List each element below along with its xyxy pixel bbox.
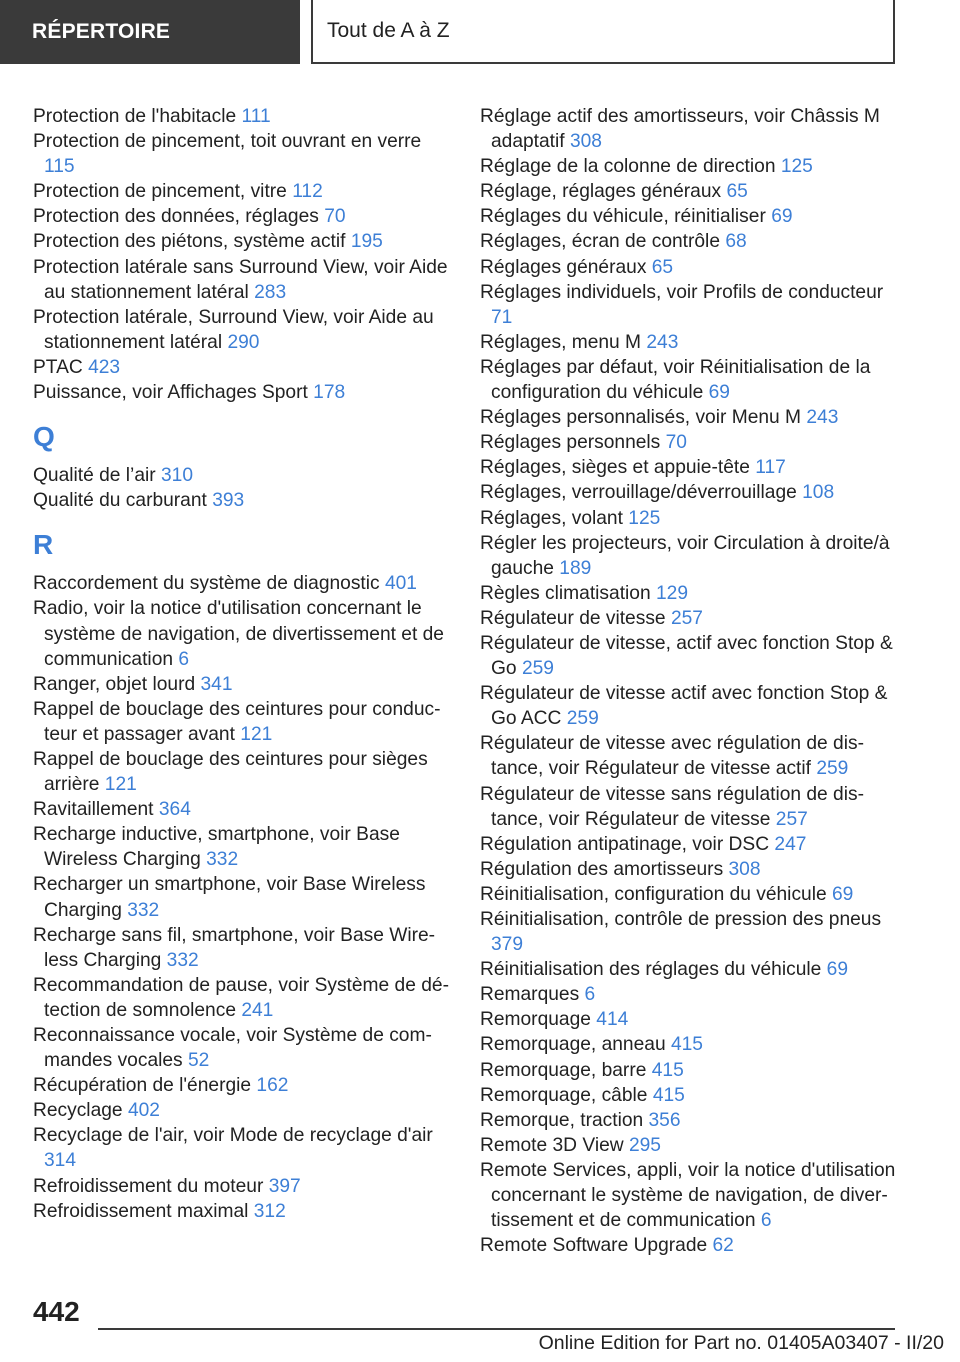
entry-text: Réglage, réglages généraux (480, 181, 722, 203)
page-link[interactable]: 379 (491, 934, 524, 956)
page-link[interactable]: 189 (559, 557, 592, 579)
page-link[interactable]: 129 (655, 582, 688, 604)
chapter-title: Tout de A à Z (311, 0, 895, 64)
entry-text: Recommandation de pause, voir Système de détection de somnolence (33, 974, 449, 1021)
entry-text: Réglages du véhicule, réinitialiser (480, 206, 766, 228)
page-link[interactable]: 112 (292, 181, 323, 203)
index-entry (480, 907, 900, 957)
entry-text: Protection des données, réglages (33, 206, 319, 228)
index-entry (480, 1158, 900, 1233)
index-entry (33, 697, 449, 747)
page-link[interactable]: 415 (670, 1034, 703, 1056)
page-link[interactable]: 162 (256, 1075, 289, 1097)
page-link[interactable]: 178 (313, 382, 346, 404)
index-entry (480, 1133, 900, 1158)
page-link[interactable]: 121 (240, 723, 273, 745)
entry-text: Remorquage (480, 1009, 591, 1031)
index-entry (480, 506, 900, 531)
index-entry (480, 330, 900, 355)
entry-text: Remote Services, appli, voir la notice d'utilisation concernant le système de navigation, de divertissement et de communication (480, 1159, 896, 1232)
index-entry (33, 973, 449, 1023)
index-column-left (33, 104, 449, 1224)
page-link[interactable]: 259 (816, 758, 849, 780)
entry-text: Récupération de l'énergie (33, 1075, 252, 1097)
page-link[interactable]: 62 (712, 1235, 734, 1257)
entry-text: Raccordement du système de diagnostic (33, 573, 380, 595)
entry-text: Refroidissement maximal (33, 1200, 249, 1222)
page-link[interactable]: 71 (491, 306, 513, 328)
page-link[interactable]: 69 (771, 206, 793, 228)
entry-text: Réglages, volant (480, 507, 623, 529)
index-entry (480, 255, 900, 280)
index-entry (33, 596, 449, 671)
index-entry (480, 1233, 900, 1258)
index-entry (33, 1123, 449, 1173)
index-column-right (480, 104, 900, 1258)
page-link[interactable]: 111 (241, 106, 271, 127)
page-link[interactable]: 414 (596, 1009, 629, 1031)
entry-text: Protection de l'habitacle (33, 106, 237, 127)
entry-text: Réglages généraux (480, 256, 647, 278)
index-entry (480, 832, 900, 857)
index-entry (33, 797, 449, 822)
page-link[interactable]: 6 (584, 984, 596, 1006)
index-entry (33, 923, 449, 973)
page-link[interactable]: 6 (760, 1210, 772, 1232)
index-entry (33, 1023, 449, 1073)
index-entry (480, 405, 900, 430)
page-link[interactable]: 310 (161, 465, 194, 487)
page-header (0, 0, 960, 66)
index-entry (33, 1199, 449, 1224)
index-entry (480, 355, 900, 405)
entry-text: Protection latérale sans Surround View, voir Aide au stationnement latéral (33, 256, 448, 303)
entry-text: Reconnaissance vocale, voir Système de commandes vocales (33, 1025, 432, 1072)
index-entry (480, 480, 900, 505)
entry-text: Recharge sans fil, smartphone, voir Base Wireless Charging (33, 924, 436, 971)
entry-text: Réglages par défaut, voir Réinitialisation de la configuration du véhicule (480, 356, 871, 404)
page-link[interactable]: 332 (127, 899, 160, 921)
page-link[interactable]: 117 (755, 457, 786, 479)
page-link[interactable]: 364 (158, 799, 191, 821)
index-entry (33, 305, 449, 355)
entry-text: Qualité du carburant (33, 490, 207, 512)
page-link[interactable]: 115 (44, 156, 75, 178)
index-entry (480, 631, 900, 681)
index-entry (33, 380, 449, 405)
index-entry (480, 280, 900, 330)
index-entry (480, 104, 900, 154)
entry-text: Recharger un smartphone, voir Base Wireless Charging (33, 874, 426, 921)
page-link[interactable]: 312 (253, 1200, 286, 1222)
entry-text: Réglages, menu M (480, 331, 642, 353)
index-entry (33, 129, 449, 179)
entry-text: Recyclage (33, 1100, 123, 1122)
entry-text: Recyclage de l'air, voir Mode de recyclage d'air (33, 1125, 433, 1147)
entry-text: Règles climatisation (480, 582, 651, 604)
edition-note: Online Edition for Part no. 01405A03407 - II/20 (538, 1332, 944, 1354)
index-entry (480, 455, 900, 480)
page-link[interactable]: 68 (725, 231, 747, 253)
entry-text: Régulateur de vitesse actif avec fonction Stop & Go ACC (480, 683, 888, 730)
entry-text: Ravitaillement (33, 799, 154, 821)
index-entry (480, 1007, 900, 1032)
index-entry (33, 488, 449, 513)
page-link[interactable]: 70 (324, 206, 346, 228)
index-entry (480, 204, 900, 229)
entry-text: Qualité de l’air (33, 465, 156, 487)
entry-text: Réinitialisation des réglages du véhicule (480, 959, 822, 981)
entry-text: Remorquage, câble (480, 1084, 648, 1106)
entry-text: Réglage actif des amortisseurs, voir Châssis M adaptatif (480, 106, 880, 153)
entry-text: Régulateur de vitesse (480, 607, 666, 629)
entry-text: Remarques (480, 984, 580, 1006)
entry-text: Régulation des amortisseurs (480, 858, 724, 880)
index-entry (480, 430, 900, 455)
entry-text: Protection latérale, Surround View, voir Aide au stationnement latéral (33, 306, 434, 353)
entry-text: Réglages personnels (480, 432, 661, 454)
entry-text: Remorque, traction (480, 1109, 644, 1131)
page-link[interactable]: 125 (628, 507, 661, 529)
page-link[interactable]: 257 (670, 607, 703, 629)
entry-text: Réglage de la colonne de direction (480, 156, 776, 178)
page-link[interactable]: 397 (268, 1175, 301, 1197)
page-link[interactable]: 125 (780, 156, 813, 178)
entry-text: Rappel de bouclage des ceintures pour conducteur et passager avant (33, 698, 441, 745)
entry-text: Régulateur de vitesse avec régulation de distance, voir Régulateur de vitesse actif (480, 733, 864, 780)
page-link[interactable]: 108 (802, 482, 835, 504)
index-entry (33, 355, 449, 380)
entry-text: PTAC (33, 356, 83, 378)
entry-text: Réinitialisation, configuration du véhicule (480, 883, 827, 905)
index-entry (33, 463, 449, 488)
index-entry (33, 872, 449, 922)
entry-text: Remote Software Upgrade (480, 1235, 708, 1257)
index-entry (33, 822, 449, 872)
page-link[interactable]: 314 (44, 1150, 77, 1172)
page-link[interactable]: 259 (521, 658, 554, 680)
index-entry (480, 531, 900, 581)
entry-text: Protection de pincement, vitre (33, 181, 287, 203)
page-link[interactable]: 259 (566, 708, 599, 730)
page-link[interactable]: 341 (200, 673, 233, 695)
page-link[interactable]: 402 (127, 1100, 160, 1122)
index-entry (480, 1058, 900, 1083)
index-entry (33, 1073, 449, 1098)
page-link[interactable]: 283 (254, 281, 287, 303)
index-entry (480, 229, 900, 254)
page-link[interactable]: 401 (384, 573, 417, 595)
section-tab: RÉPERTOIRE (0, 0, 300, 64)
page-link[interactable]: 415 (651, 1059, 684, 1081)
page-link[interactable]: 65 (651, 256, 674, 278)
index-entry (33, 1174, 449, 1199)
index-entry (480, 882, 900, 907)
page-link[interactable]: 295 (628, 1134, 661, 1156)
entry-text: Radio, voir la notice d'utilisation concernant le système de navigation, de divertissement et de communication (33, 598, 444, 670)
entry-text: Régulateur de vitesse sans régulation de distance, voir Régulateur de vitesse (480, 783, 864, 830)
page-link[interactable]: 247 (774, 833, 807, 855)
page-link[interactable]: 52 (188, 1050, 210, 1072)
entry-text: Réglages, sièges et appuie-tête (480, 457, 750, 479)
index-entry (33, 672, 449, 697)
entry-text: Réglages personnalisés, voir Menu M (480, 407, 802, 429)
page-link[interactable]: 241 (241, 999, 274, 1021)
page-link[interactable]: 70 (665, 432, 687, 454)
index-entry (480, 179, 900, 204)
entry-text: Puissance, voir Affichages Sport (33, 382, 308, 404)
entry-text: Régulation antipatinage, voir DSC (480, 833, 770, 855)
section-letter: R (33, 529, 54, 561)
index-entry (33, 204, 449, 229)
index-entry (480, 982, 900, 1007)
entry-text: Réinitialisation, contrôle de pression des pneus (480, 909, 882, 930)
page-link[interactable]: 243 (646, 331, 679, 353)
index-entry (33, 747, 449, 797)
page-link[interactable]: 308 (569, 131, 602, 153)
index-entry (33, 571, 449, 596)
index-entry (480, 1083, 900, 1108)
page-link[interactable]: 332 (166, 949, 199, 971)
page-link[interactable]: 121 (104, 774, 137, 796)
entry-text: Ranger, objet lourd (33, 673, 196, 695)
footer-divider (98, 1328, 895, 1330)
page-link[interactable]: 243 (806, 407, 839, 429)
index-entry (480, 731, 900, 781)
page-link[interactable]: 423 (88, 356, 121, 378)
entry-text: Remote 3D View (480, 1134, 624, 1156)
index-entry (480, 957, 900, 982)
index-entry (33, 229, 449, 254)
index-entry (480, 782, 900, 832)
index-entry (480, 154, 900, 179)
entry-text: Réglages individuels, voir Profils de conducteur (480, 281, 884, 303)
index-entry (33, 1098, 449, 1123)
index-entry (480, 1108, 900, 1133)
entry-text: Remorquage, barre (480, 1059, 647, 1081)
entry-text: Remorquage, anneau (480, 1034, 666, 1056)
index-entry (480, 581, 900, 606)
page-link[interactable]: 356 (648, 1109, 681, 1131)
index-entry (480, 606, 900, 631)
index-entry (480, 857, 900, 882)
index-entry (33, 179, 449, 204)
page-link[interactable]: 393 (212, 490, 245, 512)
page-link[interactable]: 415 (652, 1084, 685, 1106)
page-link[interactable]: 332 (206, 849, 239, 871)
index-entry (33, 104, 449, 129)
entry-text: Refroidissement du moteur (33, 1175, 264, 1197)
page-link[interactable]: 308 (728, 858, 761, 880)
index-entry (480, 681, 900, 731)
entry-text: Rappel de bouclage des ceintures pour sièges arrière (33, 748, 428, 796)
page-link[interactable]: 290 (227, 331, 260, 353)
entry-text: Recharge inductive, smartphone, voir Base Wireless Charging (33, 824, 400, 871)
entry-text: Régulateur de vitesse, actif avec fonction Stop & Go (480, 632, 893, 680)
page-link[interactable]: 69 (826, 959, 849, 981)
page-link[interactable]: 65 (726, 181, 748, 203)
page-link[interactable]: 69 (708, 382, 730, 404)
page-link[interactable]: 6 (178, 648, 190, 670)
entry-text: Protection des piétons, système actif (33, 231, 346, 253)
entry-text: Régler les projecteurs, voir Circulation à droite/à gauche (480, 532, 890, 579)
index-entry (33, 255, 449, 305)
entry-text: Protection de pincement, toit ouvrant en verre (33, 131, 422, 153)
entry-text: Réglages, verrouillage/déverrouillage (480, 482, 797, 504)
section-letter: Q (33, 421, 55, 453)
page-link[interactable]: 69 (832, 883, 854, 905)
page-number: 442 (33, 1296, 80, 1327)
index-entry (480, 1032, 900, 1057)
page-link[interactable]: 257 (775, 808, 808, 830)
entry-text: Réglages, écran de contrôle (480, 231, 720, 253)
page-link[interactable]: 195 (350, 231, 383, 253)
